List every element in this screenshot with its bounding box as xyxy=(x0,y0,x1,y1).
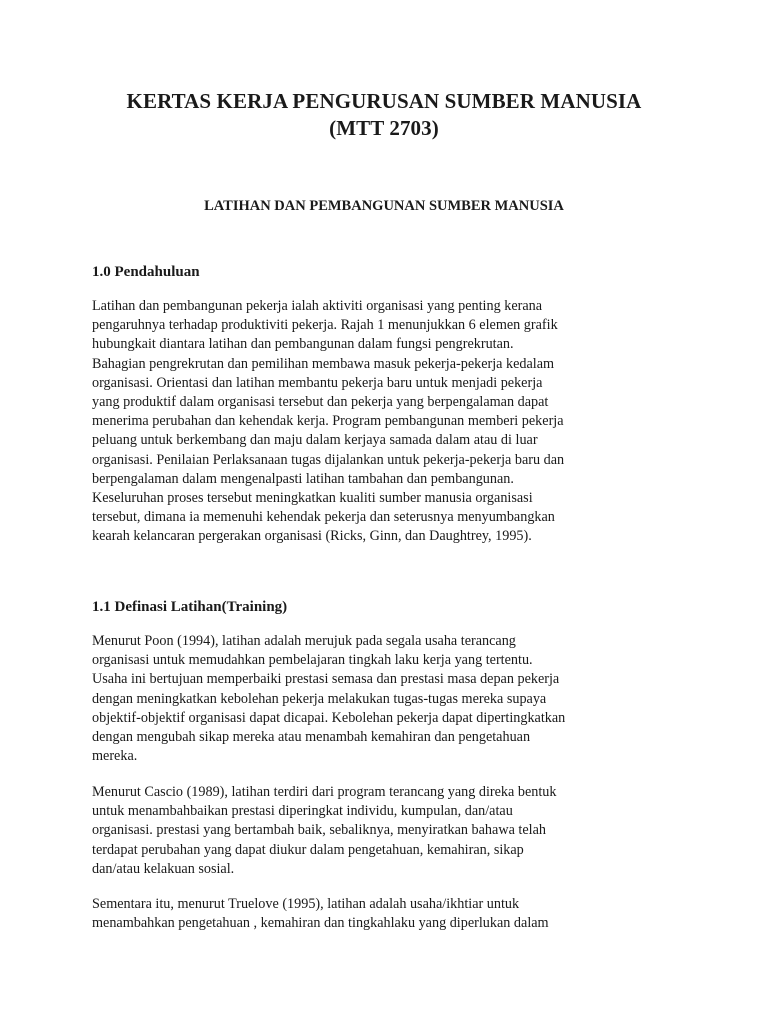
text-line: berpengalaman dalam mengenalpasti latihan tambahan dan pembangunan. xyxy=(92,470,514,487)
text-line: kearah kelancaran pergerakan organisasi (Ricks, Ginn, dan Daughtrey, 1995). xyxy=(92,528,532,545)
section-heading-definasi-latihan: 1.1 Definasi Latihan(Training) xyxy=(92,599,288,615)
text-line: menambahkan pengetahuan , kemahiran dan tingkahlaku yang diperlukan dalam xyxy=(92,915,549,932)
text-line: Bahagian pengrekrutan dan pemilihan membawa masuk pekerja-pekerja kedalam xyxy=(92,355,555,372)
text-line: terdapat perubahan yang dapat diukur dalam pengetahuan, kemahiran, sikap xyxy=(92,841,524,858)
text-line: dan/atau kelakuan sosial. xyxy=(92,860,235,877)
text-line: organisasi. prestasi yang bertambah baik, sebaliknya, menyiratkan bahawa telah xyxy=(92,822,546,839)
text-line: peluang untuk berkembang dan maju dalam kerjaya samada dalam atau di luar xyxy=(92,432,538,449)
paragraph-cascio xyxy=(92,783,692,879)
document-title xyxy=(0,88,768,142)
title-line-2: (MTT 2703) xyxy=(329,116,439,140)
text-line: Sementara itu, menurut Truelove (1995), latihan adalah usaha/ikhtiar untuk xyxy=(92,896,520,912)
text-line: Usaha ini bertujuan memperbaiki prestasi semasa dan prestasi masa depan pekerja xyxy=(92,671,560,688)
text-line: tersebut, dimana ia memenuhi kehendak pekerja dan seterusnya menyumbangkan xyxy=(92,509,555,526)
title-line-1: KERTAS KERJA PENGURUSAN SUMBER MANUSIA xyxy=(126,89,642,113)
paragraph-poon xyxy=(92,632,692,766)
text-line: organisasi. Orientasi dan latihan membantu pekerja baru untuk menjadi pekerja xyxy=(92,374,543,391)
document-subtitle: LATIHAN DAN PEMBANGUNAN SUMBER MANUSIA xyxy=(204,198,564,214)
text-line: mereka. xyxy=(92,748,138,765)
paragraph-pendahuluan xyxy=(92,297,692,547)
text-line: organisasi. Penilaian Perlaksanaan tugas dijalankan untuk pekerja-pekerja baru dan xyxy=(92,451,565,468)
text-line: dengan mengubah sikap mereka atau menambah kemahiran dan pengetahuan xyxy=(92,729,531,746)
text-line: hubungkait diantara latihan dan pembangunan dalam fungsi pengrekrutan. xyxy=(92,336,514,353)
text-line: menerima perubahan dan kehendak kerja. Program pembangunan memberi pekerja xyxy=(92,413,564,430)
text-line: Keseluruhan proses tersebut meningkatkan kualiti sumber manusia organisasi xyxy=(92,490,533,507)
text-line: dengan meningkatkan kebolehan pekerja melakukan tugas-tugas mereka supaya xyxy=(92,690,547,707)
text-line: Menurut Cascio (1989), latihan terdiri dari program terancang yang direka bentuk xyxy=(92,784,557,800)
paragraph-truelove xyxy=(92,895,692,933)
text-line: yang produktif dalam organisasi tersebut dan pekerja yang berpengalaman dapat xyxy=(92,394,549,411)
text-line: pengaruhnya terhadap produktiviti pekerja. Rajah 1 menunjukkan 6 elemen grafik xyxy=(92,317,558,334)
text-line: Menurut Poon (1994), latihan adalah merujuk pada segala usaha terancang xyxy=(92,633,516,649)
text-line: Latihan dan pembangunan pekerja ialah aktiviti organisasi yang penting kerana xyxy=(92,298,543,314)
section-heading-pendahuluan: 1.0 Pendahuluan xyxy=(92,264,200,280)
text-line: untuk menambahbaikan prestasi diperingkat individu, kumpulan, dan/atau xyxy=(92,803,513,820)
text-line: objektif-objektif organisasi dapat dicapai. Kebolehan pekerja dapat dipertingkatkan xyxy=(92,709,566,726)
text-line: organisasi untuk memudahkan pembelajaran tingkah laku kerja yang tertentu. xyxy=(92,652,533,669)
